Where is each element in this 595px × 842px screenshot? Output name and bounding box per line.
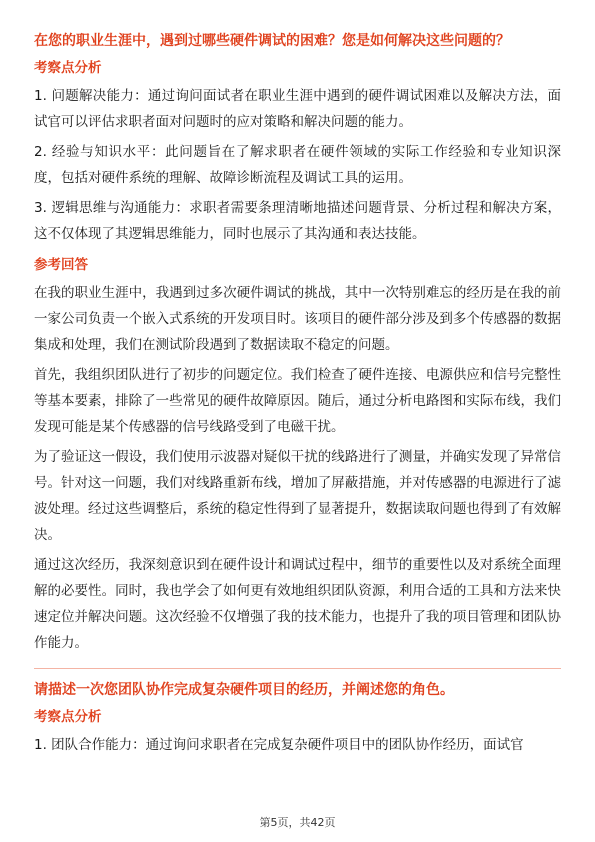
answer-paragraph: 通过这次经历，我深刻意识到在硬件设计和调试过程中，细节的重要性以及对系统全面理解的必要性。同时，我也学会了如何更有效地组织团队资源，利用合适的工具和方法来快速定位并解决问题。这次经验不仅增强了我的技术能力，也提升了我的项目管理和团队协作能力。: [34, 557, 561, 651]
question-2: 请描述一次您团队协作完成复杂硬件项目的经历，并阐述您的角色。: [34, 682, 454, 698]
answer-paragraph: 为了验证这一假设，我们使用示波器对疑似干扰的线路进行了测量，并确实发现了异常信号。针对这一问题，我们对线路重新布线，增加了屏蔽措施，并对传感器的电源进行了滤波处理。经过这些调整后，系统的稳定性得到了显著提升，数据读取问题也得到了有效解决。: [34, 449, 561, 543]
answer-heading-1: 参考回答: [34, 257, 88, 273]
analysis-item: 1. 团队合作能力：通过询问求职者在完成复杂硬件项目中的团队协作经历，面试官: [34, 737, 524, 753]
analysis-item: 2. 经验与知识水平：此问题旨在了解求职者在硬件领域的实际工作经验和专业知识深度，包括对硬件系统的理解、故障诊断流程及调试工具的运用。: [34, 144, 561, 186]
analysis-heading-1: 考察点分析: [34, 60, 102, 76]
analysis-item: 1. 问题解决能力：通过询问面试者在职业生涯中遇到的硬件调试困难以及解决方法，面试官可以评估求职者面对问题时的应对策略和解决问题的能力。: [34, 88, 561, 130]
analysis-item: 3. 逻辑思维与沟通能力：求职者需要条理清晰地描述问题背景、分析过程和解决方案，这不仅体现了其逻辑思维能力，同时也展示了其沟通和表达技能。: [34, 200, 561, 242]
section-divider: [34, 668, 561, 669]
answer-paragraph: 在我的职业生涯中，我遇到过多次硬件调试的挑战，其中一次特别难忘的经历是在我的前一家公司负责一个嵌入式系统的开发项目时。该项目的硬件部分涉及到多个传感器的数据集成和处理，我们在测试阶段遇到了数据读取不稳定的问题。: [34, 285, 561, 353]
answer-paragraph: 首先，我组织团队进行了初步的问题定位。我们检查了硬件连接、电源供应和信号完整性等基本要素，排除了一些常见的硬件故障原因。随后，通过分析电路图和实际布线，我们发现可能是某个传感器的信号线路受到了电磁干扰。: [34, 367, 561, 435]
analysis-heading-2: 考察点分析: [34, 709, 102, 725]
page-number: 第5页，共42页: [259, 816, 336, 829]
question-1: 在您的职业生涯中，遇到过哪些硬件调试的困难？您是如何解决这些问题的？: [34, 33, 510, 49]
